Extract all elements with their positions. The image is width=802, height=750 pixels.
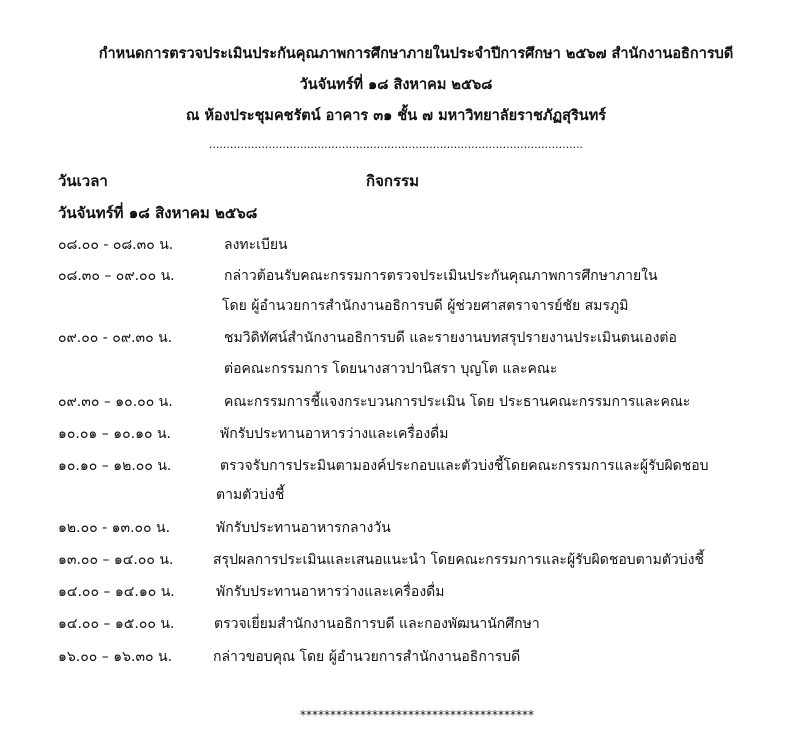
schedule-time: ๐๙.๓๐ – ๑๐.๐๐ น. [58,394,173,410]
schedule-activity: พักรับประทานอาหารว่างและเครื่องดื่ม [216,584,445,600]
schedule-time: ๑๐.๑๐ – ๑๒.๐๐ น. [58,458,172,474]
schedule-activity: พักรับประทานอาหารกลางวัน [216,520,391,536]
schedule-activity: คณะกรรมการชี้แจงกระบวนการประเมิน โดย ประธานคณะกรรมการและคณะ [224,394,691,410]
schedule-activity: กล่าวขอบคุณ โดย ผู้อำนวยการสำนักงานอธิการบดี [213,649,521,665]
schedule-activity: ตรวจเยี่ยมสำนักงานอธิการบดี และกองพัฒนานักศึกษา [214,616,540,632]
schedule-activity: สรุปผลการประเมินและเสนอแนะนำ โดยคณะกรรมการและผู้รับผิดชอบตามตัวบ่งชี้ [213,552,704,568]
schedule-time: ๐๙.๐๐ - ๐๙.๓๐ น. [58,330,173,346]
schedule-activity: ชมวิดิทัศน์สำนักงานอธิการบดี และรายงานบทสรุปรายงานประเมินตนเองต่อ [224,330,677,346]
schedule-time: ๑๓.๐๐ – ๑๔.๐๐ น. [58,552,174,568]
document-date: วันจันทร์ที่ ๑๘ สิงหาคม ๒๕๖๘ [299,77,493,93]
schedule-time: ๑๐.๐๑ – ๑๐.๑๐ น. [58,426,171,442]
schedule-time: ๑๔.๐๐ – ๑๕.๐๐ น. [58,616,175,632]
document-title: กำหนดการตรวจประเมินประกันคุณภาพการศึกษาภายในประจำปีการศึกษา ๒๕๖๗ สำนักงานอธิการบดี [98,46,734,62]
dotted-divider: ........................................................................................................... [208,138,584,151]
schedule-time: ๐๘.๐๐ - ๐๘.๓๐ น. [58,237,174,253]
schedule-activity-continuation: ตามตัวบ่งชี้ [216,487,285,503]
footer-divider: *************************************** [300,708,534,722]
schedule-activity: กล่าวต้อนรับคณะกรรมการตรวจประเมินประกันคุณภาพการศึกษาภายใน [224,268,658,284]
document-venue: ณ ห้องประชุมคชรัตน์ อาคาร ๓๑ ชั้น ๗ มหาวิทยาลัยราชภัฏสุรินทร์ [185,108,607,124]
schedule-time: ๐๘.๓๐ – ๐๙.๐๐ น. [58,268,175,284]
schedule-activity: ตรวจรับการประมินตามองค์ประกอบและตัวบ่งชี้โดยคณะกรรมการและผู้รับผิดชอบ [220,458,709,474]
schedule-time: ๑๖.๐๐ – ๑๖.๓๐ น. [58,649,173,665]
schedule-time: ๑๔.๐๐ – ๑๔.๑๐ น. [58,584,175,600]
schedule-activity: ลงทะเบียน [224,237,288,253]
schedule-activity-continuation: โดย ผู้อำนวยการสำนักงานอธิการบดี ผู้ช่วยศาสตราจารย์ชัย สมรภูมิ [222,298,629,314]
schedule-activity-continuation: ต่อคณะกรรมการ โดยนางสาวปานิสรา บุญโต และคณะ [224,361,558,377]
day-heading: วันจันทร์ที่ ๑๘ สิงหาคม ๒๕๖๘ [58,204,258,222]
schedule-activity: พักรับประทานอาหารว่างและเครื่องดื่ม [220,426,449,442]
column-header-activity: กิจกรรม [366,172,419,190]
column-header-time: วันเวลา [58,172,108,190]
schedule-time: ๑๒.๐๐ - ๑๓.๐๐ น. [58,520,171,536]
